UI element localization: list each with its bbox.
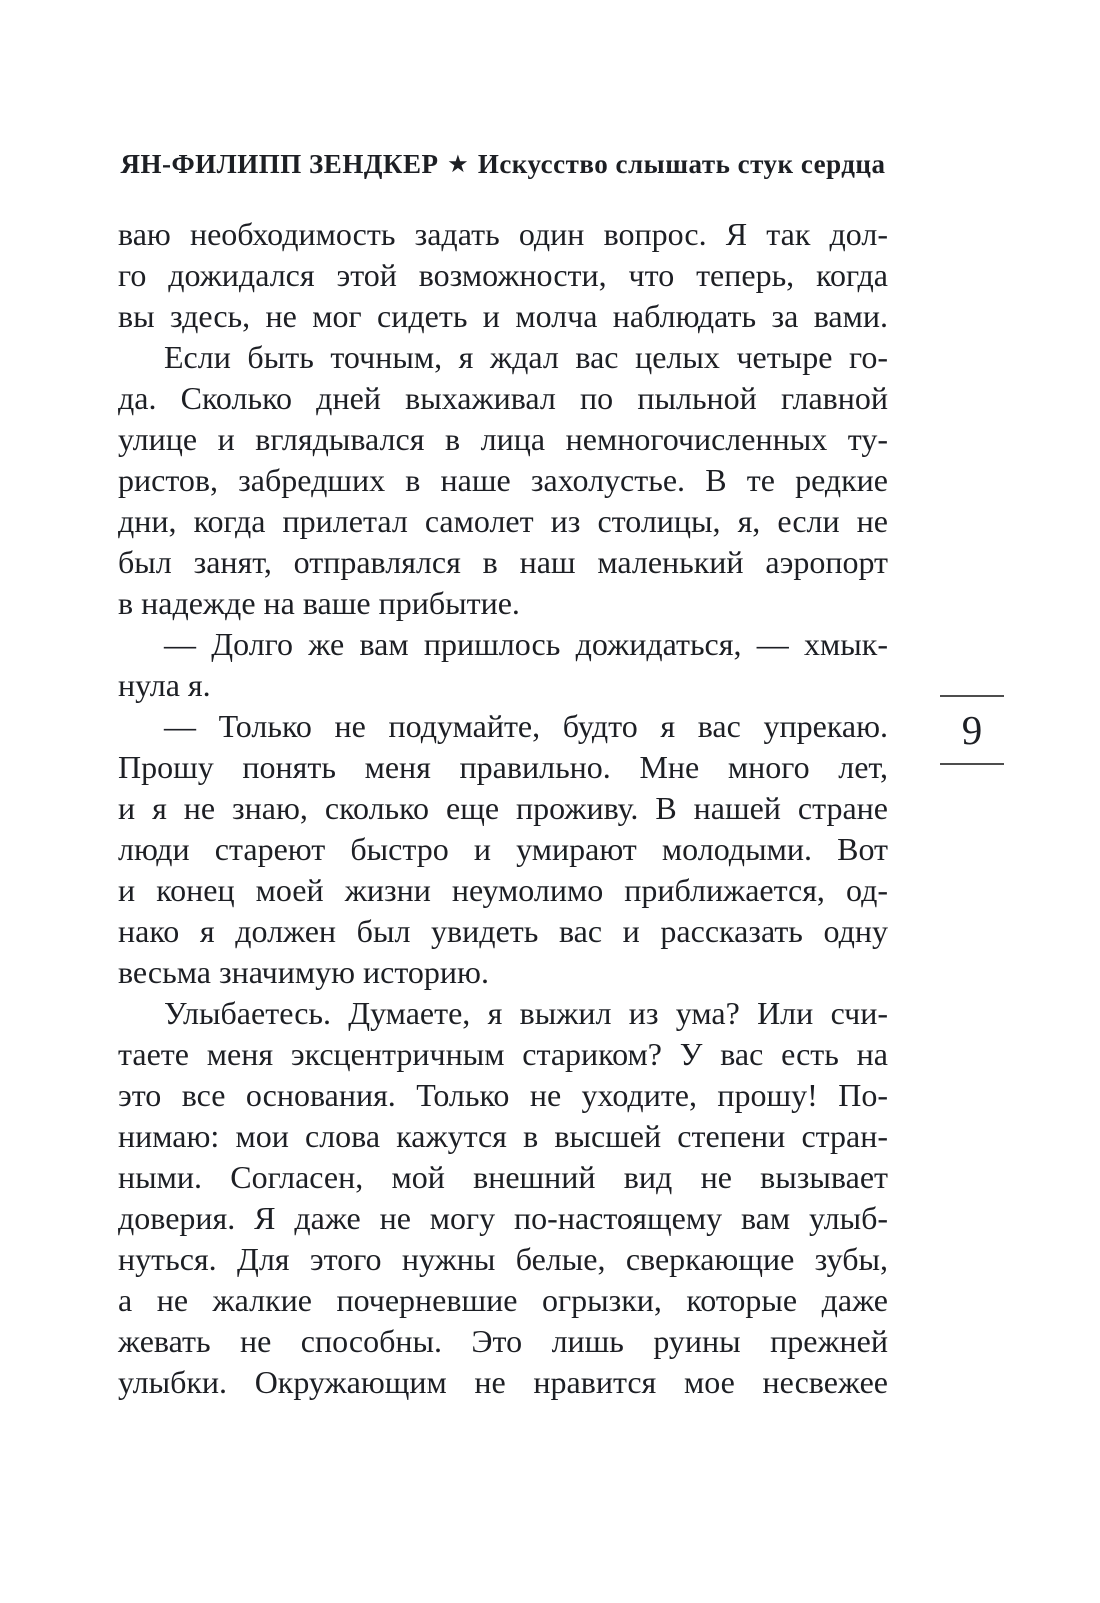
text-line: нуться. Для этого нужны белые, сверкающие зубы, (118, 1241, 888, 1277)
text-line: Прошу понять меня правильно. Мне много лет, (118, 749, 888, 785)
text-line: Если быть точным, я ждал вас целых четыре го- (164, 339, 888, 375)
text-line: улыбки. Окружающим не нравится мое несвежее (118, 1364, 888, 1400)
text-line: люди стареют быстро и умирают молодыми. Вот (118, 831, 888, 867)
text-line: нимаю: мои слова кажутся в высшей степени стран- (118, 1118, 888, 1154)
text-line: дни, когда прилетал самолет из столицы, я, если не (118, 503, 888, 539)
text-line: таете меня эксцентричным стариком? У вас есть на (118, 1036, 888, 1072)
text-line: доверия. Я даже не могу по-настоящему вам улыб- (118, 1200, 888, 1236)
page-number-block (940, 695, 1004, 765)
body-text (118, 214, 888, 1403)
text-line: — Только не подумайте, будто я вас упрекаю. (164, 708, 888, 744)
text-line: го дожидался этой возможности, что теперь, когда (118, 257, 888, 293)
star-icon: ★ (448, 152, 468, 176)
page-number: 9 (961, 707, 983, 753)
text-line: нако я должен был увидеть вас и рассказать одну (118, 913, 888, 949)
text-line: Улыбаетесь. Думаете, я выжил из ума? Или счи- (164, 995, 888, 1031)
text-line: улице и вглядывался в лица немногочисленных ту- (118, 421, 888, 457)
text-line: ными. Согласен, мой внешний вид не вызывает (118, 1159, 888, 1195)
text-line: был занят, отправлялся в наш маленький аэропорт (118, 544, 888, 580)
text-line: — Долго же вам пришлось дожидаться, — хмык- (164, 626, 888, 662)
text-line: ваю необходимость задать один вопрос. Я так дол- (118, 216, 888, 252)
text-line: вы здесь, не мог сидеть и молча наблюдать за вами. (118, 298, 888, 334)
text-line: жевать не способны. Это лишь руины прежней (118, 1323, 888, 1359)
text-line: в надежде на ваше прибытие. (118, 585, 520, 621)
text-line: и конец моей жизни неумолимо приближается, од- (118, 872, 888, 908)
text-line: нула я. (118, 667, 211, 703)
running-header (118, 149, 888, 179)
text-line: весьма значимую историю. (118, 954, 489, 990)
text-line: да. Сколько дней выхаживал по пыльной главной (118, 380, 888, 416)
header-author: ЯН-ФИЛИПП ЗЕНДКЕР (120, 149, 439, 179)
text-line: ристов, забредших в наше захолустье. В те редкие (118, 462, 888, 498)
text-line: и я не знаю, сколько еще проживу. В нашей стране (118, 790, 888, 826)
text-line: а не жалкие почерневшие огрызки, которые даже (118, 1282, 888, 1318)
header-book-title: Искусство слышать стук сердца (477, 149, 886, 179)
text-line: это все основания. Только не уходите, прошу! По- (118, 1077, 888, 1113)
page-number-rule-bottom (940, 763, 1004, 765)
